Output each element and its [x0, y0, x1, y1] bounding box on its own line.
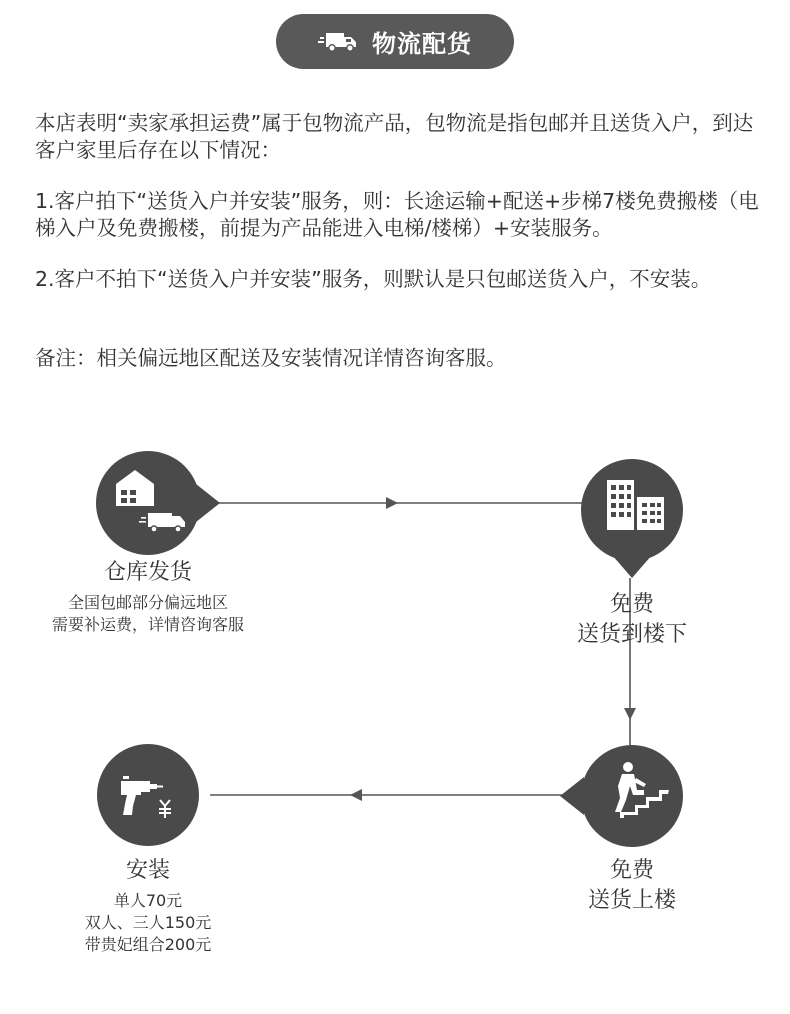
warehouse-label — [48, 558, 248, 636]
section-title: 物流配货 — [372, 30, 472, 58]
install-price-single: 单人70元 — [113, 891, 183, 910]
arrow-down-icon — [624, 708, 636, 720]
intro-paragraph: 本店表明“卖家承担运费”属于包物流产品，包物流是指包邮并且送货入户，到达客户家里后存在以下情况： — [35, 111, 754, 162]
install-title: 安装 — [125, 858, 170, 883]
install-price-chaise: 带贵妃组合200元 — [84, 935, 212, 954]
upstairs-line1: 免费 — [609, 858, 654, 883]
rule-paragraph-2: 2.客户不拍下“送货入户并安装”服务，则默认是只包邮送货入户，不安装。 — [35, 267, 712, 291]
downstairs-line1: 免费 — [609, 592, 654, 617]
warehouse-title: 仓库发货 — [103, 560, 192, 585]
warehouse-node — [96, 451, 220, 555]
downstairs-node — [581, 459, 683, 578]
install-node — [97, 744, 199, 846]
warehouse-note-line2: 需要补运费，详情咨询客服 — [51, 615, 244, 634]
arrow-left-icon — [350, 789, 362, 801]
warehouse-note-line1: 全国包邮部分偏远地区 — [67, 593, 228, 612]
upstairs-node — [560, 745, 683, 847]
note-paragraph: 备注：相关偏远地区配送及安装情况详情咨询客服。 — [35, 346, 507, 370]
install-label — [48, 856, 248, 956]
downstairs-line2: 送货到楼下 — [576, 622, 687, 647]
upstairs-line2: 送货上楼 — [587, 888, 676, 913]
downstairs-label — [532, 590, 732, 650]
upstairs-label — [532, 856, 732, 916]
rule-paragraph-1: 1.客户拍下“送货入户并安装”服务，则：长途运输+配送+步梯7楼免费搬楼（电梯入户及免费搬楼，前提为产品能进入电梯/楼梯）+安装服务。 — [35, 189, 759, 240]
install-price-double: 双人、三人150元 — [84, 913, 212, 932]
arrow-right-icon — [386, 497, 398, 509]
